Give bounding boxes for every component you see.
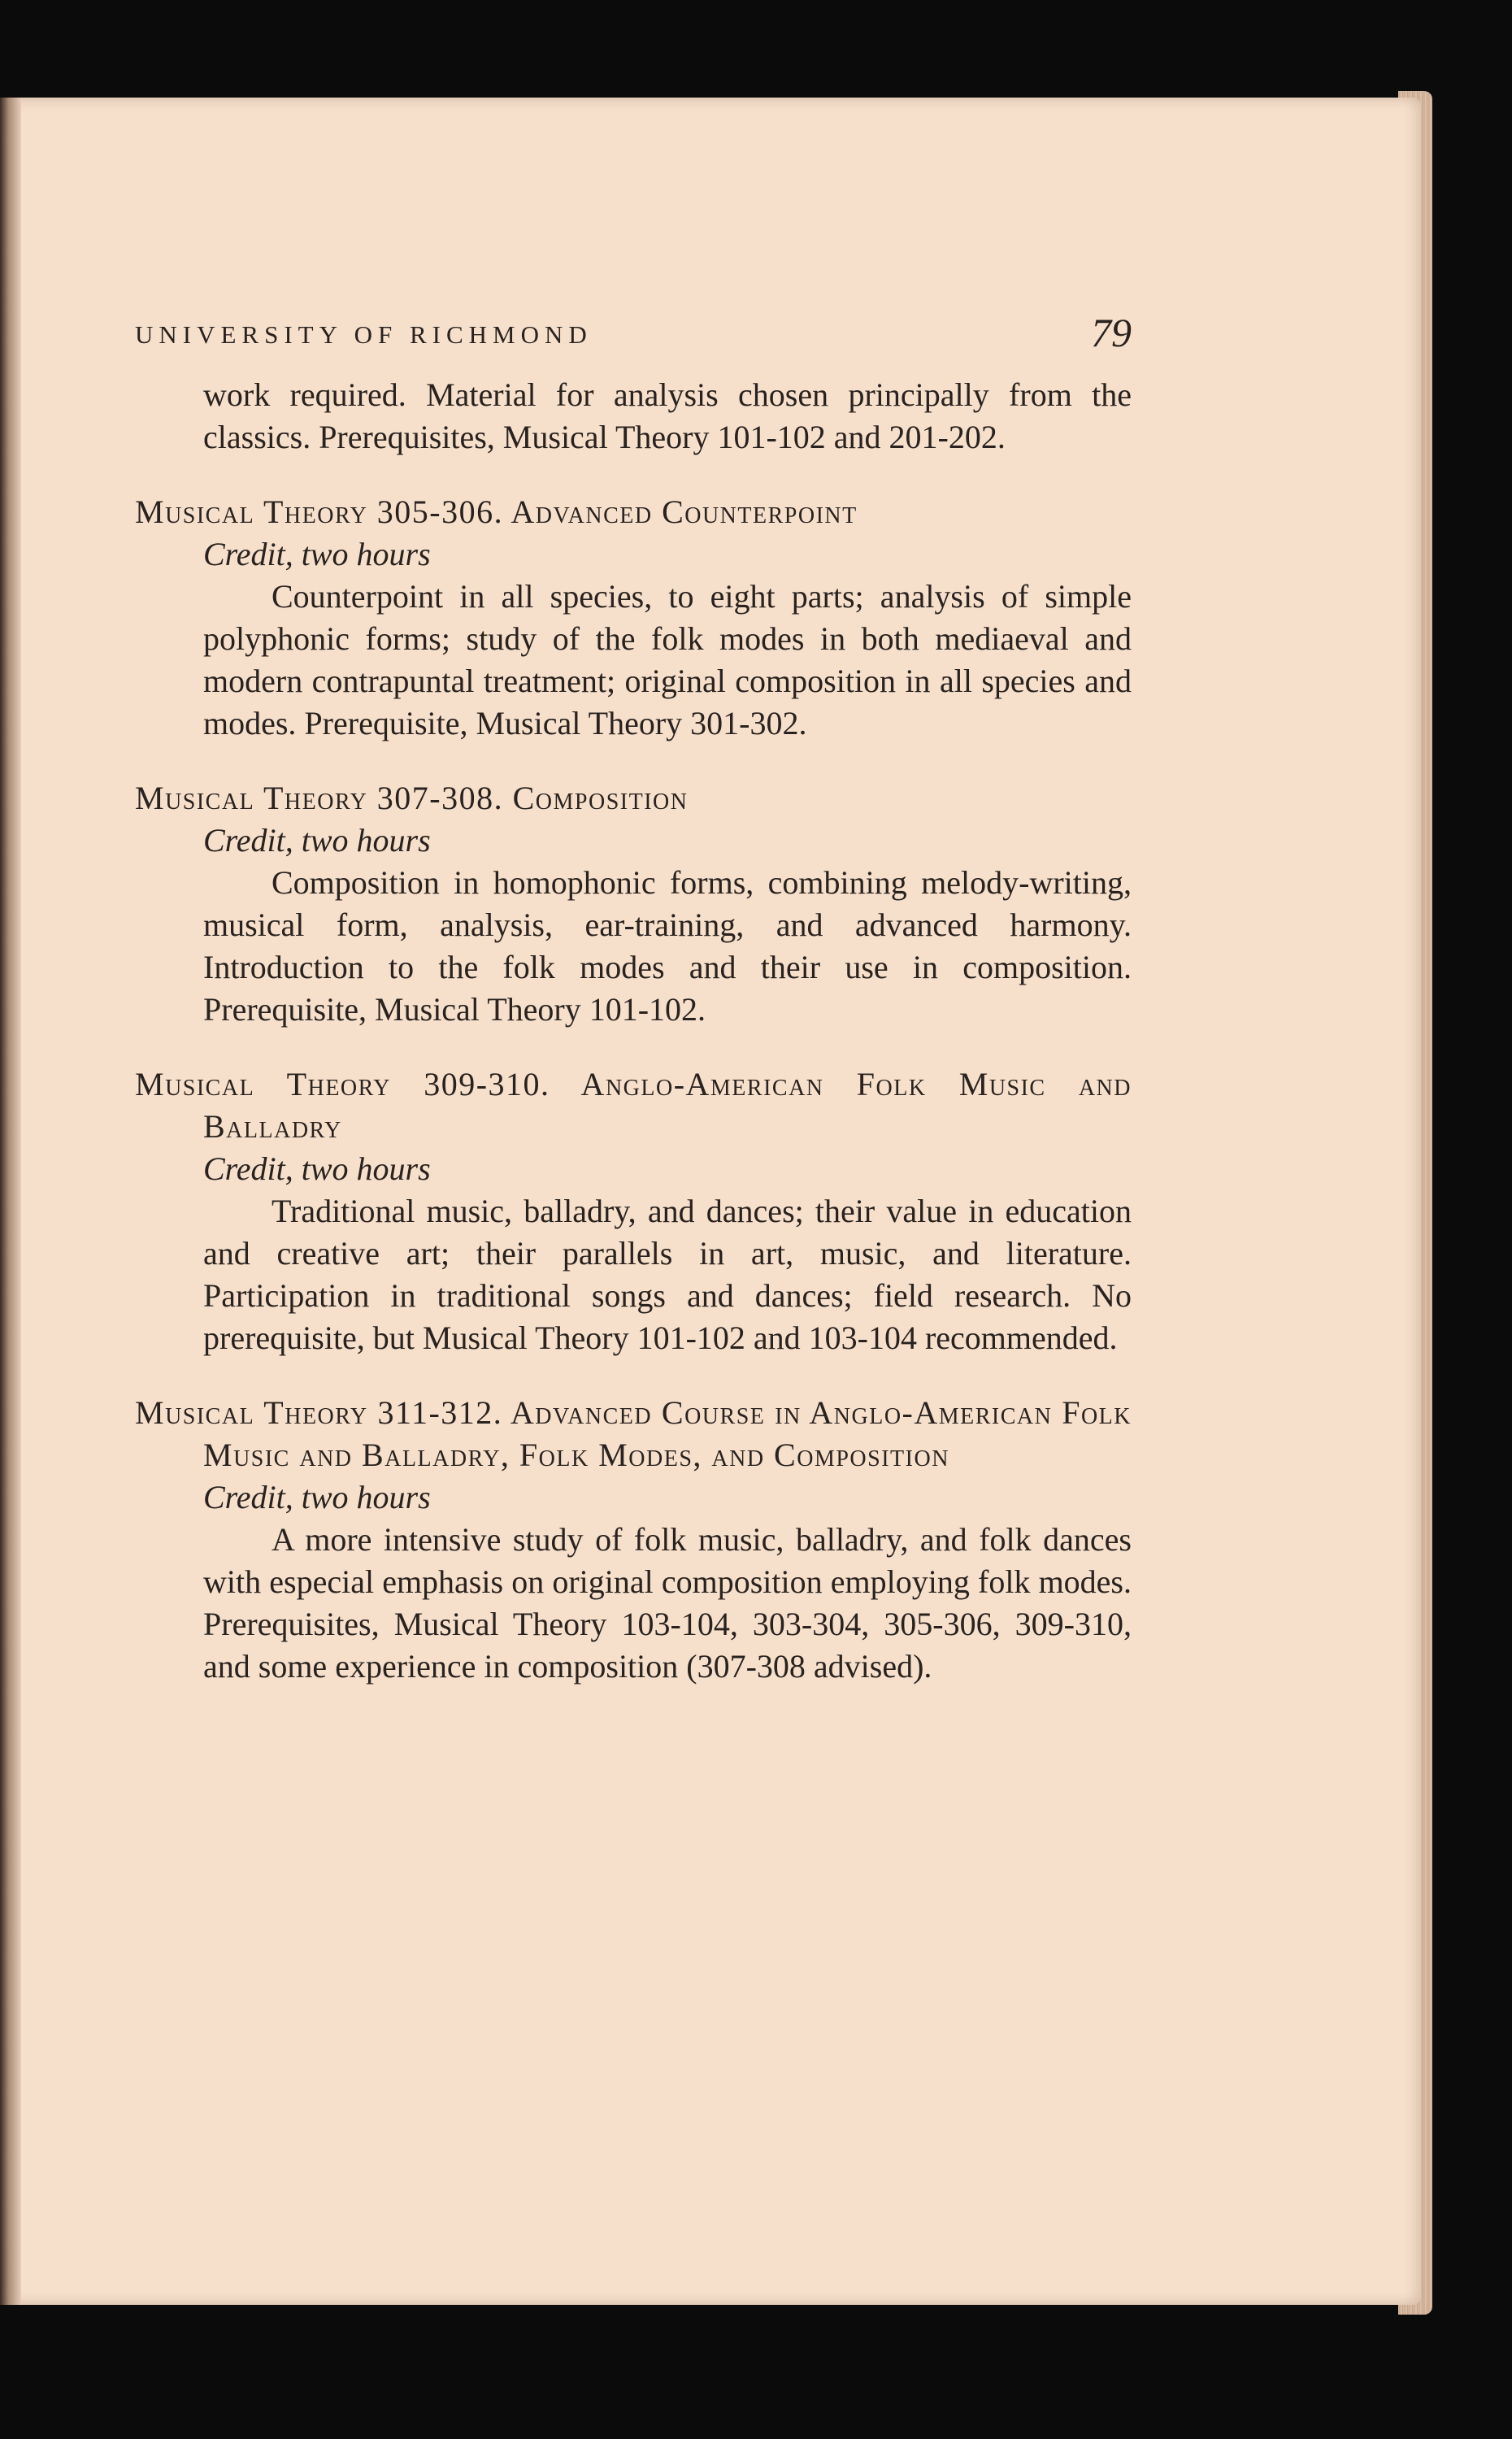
course-description: Traditional music, balladry, and dances; their value in education and creative art; their parallels in art, music, and literature. Participation in traditional songs and dances; field research. No prerequisite, but Musical Theory 101-102 and 103-104 recommended. bbox=[203, 1193, 1132, 1356]
course-description: Counterpoint in all species, to eight parts; analysis of simple polyphonic forms; study of the folk modes in both mediaeval and modern contrapuntal treatment; original composition in all species and modes. Prerequisite, Musical Theory 301-302. bbox=[203, 578, 1132, 741]
page-number: 79 bbox=[1091, 310, 1132, 355]
course-heading: Musical Theory 309-310. Anglo-American Folk Music and Balladry bbox=[135, 1066, 1132, 1145]
course-credit: Credit, two hours bbox=[203, 822, 431, 859]
course-entry bbox=[135, 491, 1132, 745]
course-credit: Credit, two hours bbox=[203, 1150, 431, 1187]
course-credit: Credit, two hours bbox=[203, 1479, 431, 1515]
running-head bbox=[135, 309, 1132, 374]
course-heading: Musical Theory 311-312. Advanced Course in Anglo-American Folk Music and Balladry, Folk Modes, and Composition bbox=[135, 1394, 1132, 1473]
course-credit: Credit, two hours bbox=[203, 536, 431, 572]
page-content bbox=[135, 309, 1132, 1688]
course-entry bbox=[135, 1063, 1132, 1359]
course-description: A more intensive study of folk music, balladry, and folk dances with especial emphasis on original composition employing folk modes. Prerequisites, Musical Theory 103-104, 303-304, 305-306, 309-310, and some experience in composition (307-308 advised). bbox=[203, 1521, 1132, 1685]
running-title: UNIVERSITY OF RICHMOND bbox=[135, 320, 593, 349]
course-entry bbox=[135, 1392, 1132, 1688]
course-description: Composition in homophonic forms, combining melody-writing, musical form, analysis, ear-training, and advanced harmony. Introduction to the folk modes and their use in composition. Prerequisite, Musical Theory 101-102. bbox=[203, 864, 1132, 1028]
course-heading: Musical Theory 307-308. Composition bbox=[135, 780, 689, 816]
continuation-paragraph: work required. Material for analysis chosen principally from the classics. Prerequisites, Musical Theory 101-102 and 201-202. bbox=[203, 376, 1132, 455]
course-heading: Musical Theory 305-306. Advanced Counterpoint bbox=[135, 493, 858, 530]
binding-gutter bbox=[0, 98, 21, 2305]
course-entry bbox=[135, 777, 1132, 1031]
